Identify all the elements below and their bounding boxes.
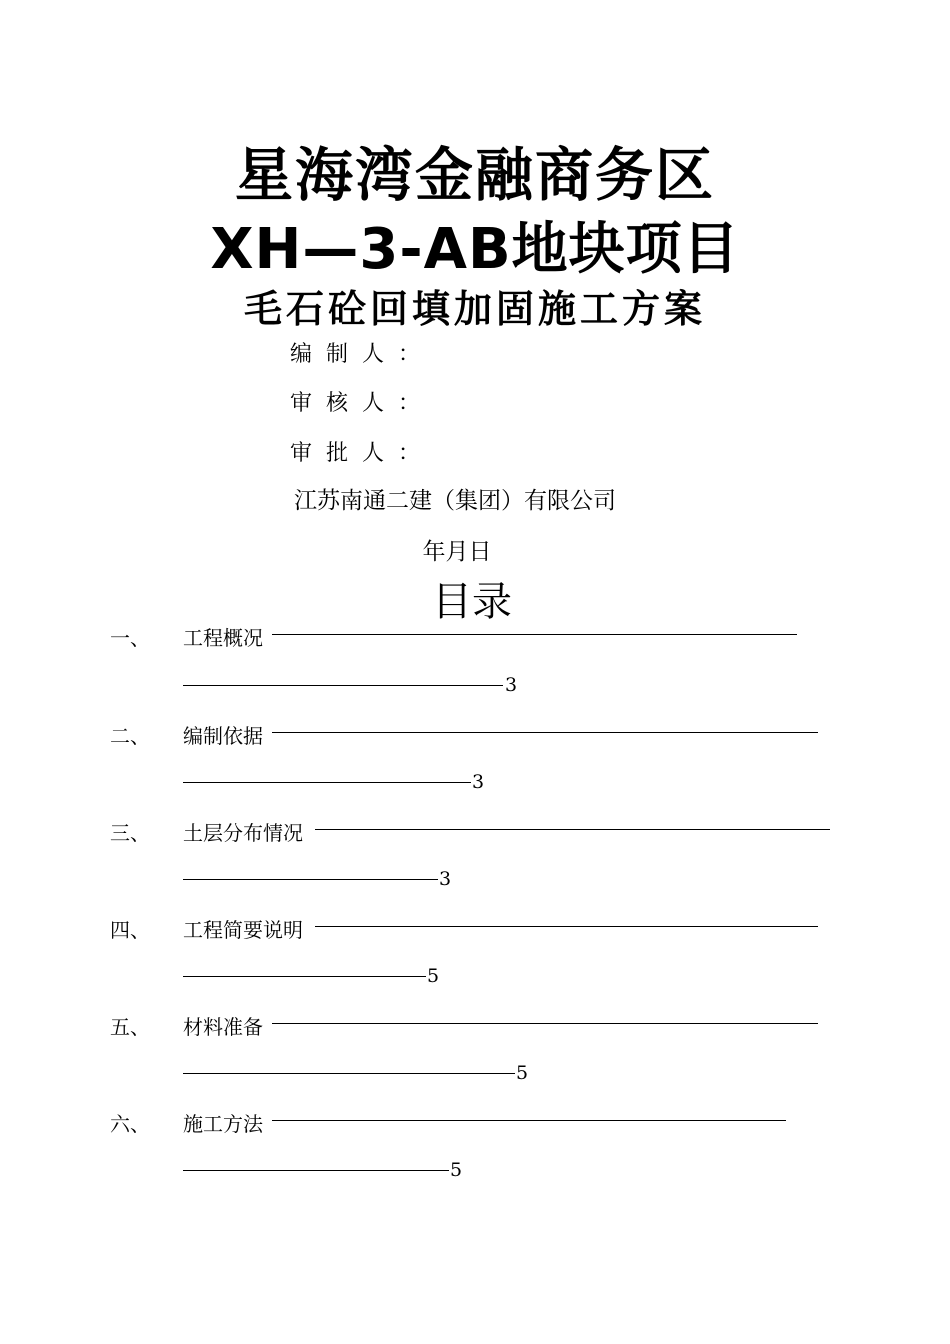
document-date: 年月日: [422, 539, 492, 565]
company-name: 江苏南通二建（集团）有限公司: [294, 488, 616, 514]
approver-label: 审批人：: [290, 441, 435, 466]
toc-leader-line: [272, 634, 797, 635]
toc-leader-line: [315, 926, 818, 927]
toc-page-number: 5: [427, 965, 440, 987]
toc-leader-line: [272, 1120, 786, 1121]
title-line-2: XH—3-AB地块项目: [210, 217, 740, 282]
toc-leader-line: [183, 685, 503, 686]
toc-leader-line: [315, 829, 830, 830]
toc-page-number: 3: [505, 674, 518, 696]
toc-item-label: 土层分布情况: [183, 821, 303, 845]
toc-leader-line: [183, 879, 438, 880]
toc-page-number: 5: [450, 1159, 463, 1181]
reviewer-label: 审核人：: [290, 391, 435, 416]
toc-item-number: 一、: [110, 626, 150, 650]
toc-item-label: 材料准备: [183, 1015, 263, 1039]
compiler-label: 编制人：: [290, 342, 435, 367]
toc-heading: 目录: [432, 579, 512, 625]
toc-page-number: 3: [472, 771, 485, 793]
toc-leader-line: [183, 1073, 515, 1074]
toc-item-number: 五、: [110, 1015, 150, 1039]
toc-item-number: 三、: [110, 821, 150, 845]
toc-item-label: 施工方法: [183, 1112, 263, 1136]
toc-item-number: 四、: [110, 918, 150, 942]
toc-item-label: 工程简要说明: [183, 918, 303, 942]
toc-item-number: 二、: [110, 724, 150, 748]
toc-leader-line: [272, 1023, 818, 1024]
toc-item-label: 工程概况: [183, 626, 263, 650]
toc-leader-line: [183, 976, 426, 977]
toc-page-number: 3: [439, 868, 452, 890]
title-line-3: 毛石砼回填加固施工方案: [243, 287, 706, 331]
toc-item-number: 六、: [110, 1112, 150, 1136]
toc-item-label: 编制依据: [183, 724, 263, 748]
toc-leader-line: [272, 732, 818, 733]
toc-page-number: 5: [516, 1062, 529, 1084]
toc-leader-line: [183, 782, 471, 783]
toc-leader-line: [183, 1170, 449, 1171]
title-line-1: 星海湾金融商务区: [234, 141, 715, 209]
